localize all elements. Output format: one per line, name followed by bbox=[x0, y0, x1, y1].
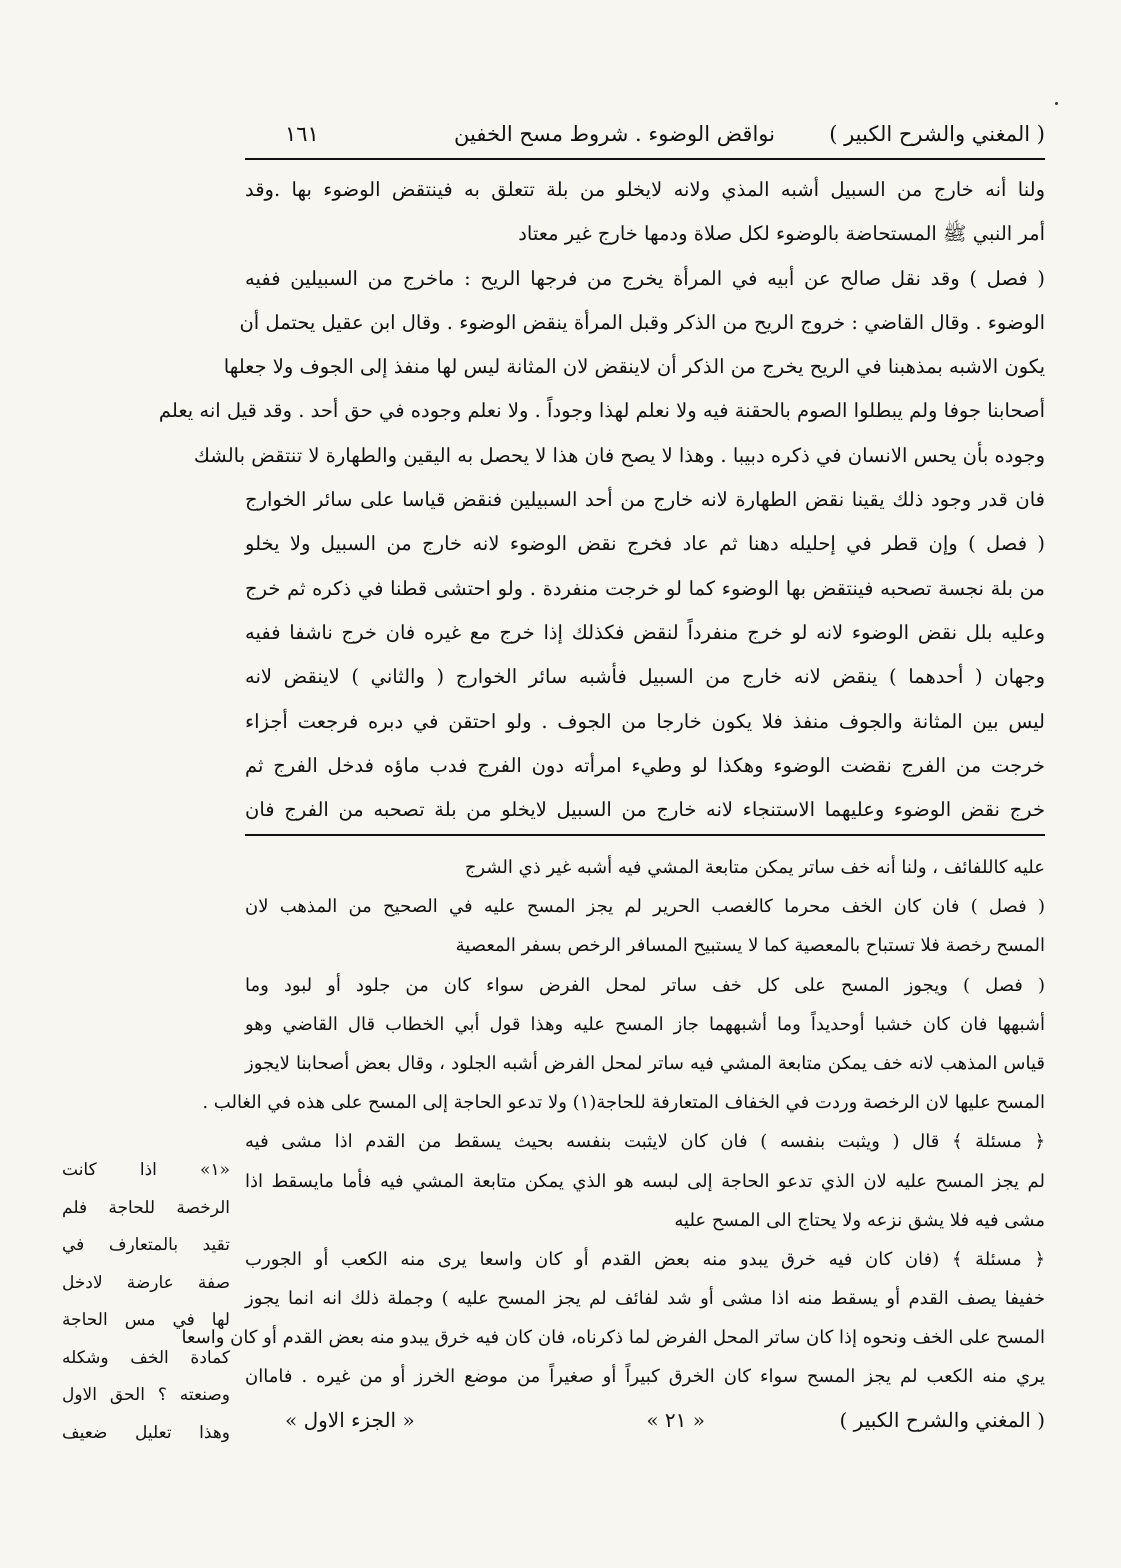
text-line: عليه كاللفائف ، ولنا أنه خف ساتر يمكن متابعة المشي فيه أشبه غير ذي الشرج bbox=[464, 857, 1045, 878]
text-line: أمر النبي ﷺ المستحاضة بالوضوء لكل صلاة ودمها خارج غير معتاد bbox=[518, 222, 1045, 246]
text-line: وجوده بأن يحس الانسان في ذكره دبيبا . وهذا لا يصح فان هذا لا يحصل به اليقين والطهارة لا تنتقض بالشك bbox=[193, 443, 1045, 467]
text-line: من بلة نجسة تصحبه فينتقض بها الوضوء كما لو خرجت منفردة . ولو احتشى قطنا في ذكره ثم خرج bbox=[245, 576, 1045, 600]
running-header bbox=[245, 118, 1045, 158]
footer-book-title: ( المغني والشرح الكبير ) bbox=[839, 1408, 1045, 1432]
text-line: أشبهها فان كان خشبا أوحديداً وما أشبههما جاز المسح عليه وهذا قول أبي الخطاب قال القاضي وهو bbox=[245, 1013, 1045, 1035]
header-page-number: ١٦١ bbox=[285, 122, 319, 146]
header-rule bbox=[245, 158, 1045, 160]
text-line: الوضوء . وقال القاضي : خروج الريح من الذكر وقبل المرأة ينقض الوضوء . وقال ابن عقيل يحتمل أن bbox=[239, 310, 1045, 334]
footnote-line: وهذا تعليل ضعيف bbox=[62, 1422, 230, 1443]
text-line: يكون الاشبه بمذهبنا في الريح يخرج من الذكر أن لاينقض لان المثانة ليس لها منفذ إلى الجوف ولا جعلها bbox=[223, 355, 1045, 379]
margin-footnote bbox=[62, 1152, 230, 1452]
text-line: خفيفا يصف القدم أو يسقط منه اذا مشى أو شد لفائف لم يجز المسح عليه ) وجملة ذلك انه انما يجوز bbox=[245, 1288, 1045, 1310]
footnote-line: لها في مس الحاجة bbox=[62, 1310, 230, 1330]
text-line: لم يجز المسح عليه لان الذي تدعو الحاجة إلى لبسه هو الذي يمكن متابعة المشي فيه فأما مايسقط اذا bbox=[245, 1170, 1045, 1192]
text-line: ( فصل ) وإن قطر في إحليله دهنا ثم عاد فخرج نقض الوضوء لانه خارج من السبيل ولا يخلو bbox=[245, 532, 1045, 556]
text-line: أصحابنا جوفا ولم يبطلوا الصوم بالحقنة فيه ولا نعلم لهذا وجوداً . ولا نعلم وجوده في حق أحد . وقد قيل انه يعلم bbox=[158, 399, 1045, 423]
section-divider-rule bbox=[245, 834, 1045, 836]
text-line: المسح عليها لان الرخصة وردت في الخفاف المتعارفة للحاجة(١) ولا تدعو الحاجة إلى المسح على هذه في الغالب . bbox=[202, 1092, 1045, 1114]
footnote-line: «١» اذا كانت bbox=[62, 1160, 230, 1180]
lower-text-block bbox=[181, 848, 1046, 1397]
text-line: خرجت من الفرج نقضت الوضوء وهكذا لو وطيء امرأته دون الفرج فدب ماؤه فدخل الفرج ثم bbox=[245, 753, 1045, 777]
text-line: فان قدر وجود ذلك يقينا نقض الطهارة لانه خارج من أحد السبيلين فنقض قياسا على سائر الخوارج bbox=[245, 488, 1045, 512]
footer-page-number: « ٢١ » bbox=[646, 1408, 705, 1432]
footnote-line: وصنعته ؟ الحق الاول bbox=[62, 1385, 230, 1405]
text-line: ولنا أنه خارج من السبيل أشبه المذي ولانه لايخلو من بلة تتعلق به فينتقض الوضوء بها .وقد bbox=[245, 178, 1045, 201]
header-topic: نواقض الوضوء . شروط مسح الخفين bbox=[454, 122, 775, 146]
text-line: ﴿ مسئلة ﴾ (فان كان فيه خرق يبدو منه بعض القدم أو كان واسعا يرى منه الكعب أو الجورب bbox=[245, 1248, 1045, 1270]
text-line: يري منه الكعب لم يجز المسح سواء كان الخرق كبيراً أو صغيراً من موضع الخرز أو من غيره . فاماان bbox=[245, 1366, 1045, 1388]
header-book-title: ( المغني والشرح الكبير ) bbox=[829, 122, 1045, 146]
text-line: مشى فيه فلا يشق نزعه ولا يحتاج الى المسح عليه bbox=[674, 1209, 1045, 1231]
text-line: المسح على الخف ونحوه إذا كان ساتر المحل الفرض لما ذكرناه، فان كان فيه خرق يبدو منه بعض القدم أو كان واسعا bbox=[181, 1327, 1045, 1349]
text-line: قياس المذهب لانه خف يمكن متابعة المشي فيه ساتر لمحل الفرض أشبه الجلود ، وقال بعض أصحابنا لايجوز bbox=[245, 1052, 1045, 1074]
footer-volume: « الجزء الاول » bbox=[285, 1408, 415, 1432]
text-line: ( فصل ) فان كان الخف محرما كالغصب الحرير لم يجز المسح عليه في الصحيح من المذهب لان bbox=[245, 896, 1046, 918]
text-line: ليس بين المثانة والجوف منفذ فلا يكون خارجا من الجوف . ولو احتقن في دبره فرجعت أجزاء bbox=[245, 709, 1045, 733]
text-line: خرج نقض الوضوء وعليهما الاستنجاء لانه خارج من السبيل لايخلو من بلة تصحبه من الفرج فان bbox=[245, 798, 1045, 822]
text-line: ( فصل ) ويجوز المسح على كل خف ساتر لمحل الفرض سواء كان من جلود أو لبود وما bbox=[245, 974, 1045, 996]
footnote-line: كمادة الخف وشكله bbox=[62, 1347, 230, 1368]
running-footer bbox=[285, 1408, 1045, 1444]
upper-text-block bbox=[158, 168, 1045, 832]
speck-mark bbox=[1055, 102, 1058, 105]
text-line: ( فصل ) وقد نقل صالح عن أبيه في المرأة يخرج من فرجها الريح : ماخرج من السبيلين ففيه bbox=[245, 266, 1045, 290]
footnote-line: صفة عارضة لادخل bbox=[62, 1272, 230, 1293]
text-line: المسح رخصة فلا تستباح بالمعصية كما لا يستبيح المسافر الرخص بسفر المعصية bbox=[455, 935, 1045, 957]
text-line: ﴿ مسئلة ﴾ قال ( ويثبت بنفسه ) فان كان لايثبت بنفسه بحيث يسقط من القدم اذا مشى فيه bbox=[245, 1131, 1045, 1153]
footnote-line: الرخصة للحاجة فلم bbox=[62, 1197, 230, 1218]
text-line: وعليه بلل نقض الوضوء لانه لو خرج منفرداً لنقض فكذلك إذا خرج مع غيره فان خرج ناشفا ففيه bbox=[245, 620, 1045, 644]
text-line: وجهان ( أحدهما ) ينقض لانه خارج من السبيل فأشبه سائر الخوارج ( والثاني ) لاينقض لانه bbox=[245, 665, 1045, 689]
footnote-line: تقيد بالمتعارف في bbox=[62, 1235, 230, 1255]
